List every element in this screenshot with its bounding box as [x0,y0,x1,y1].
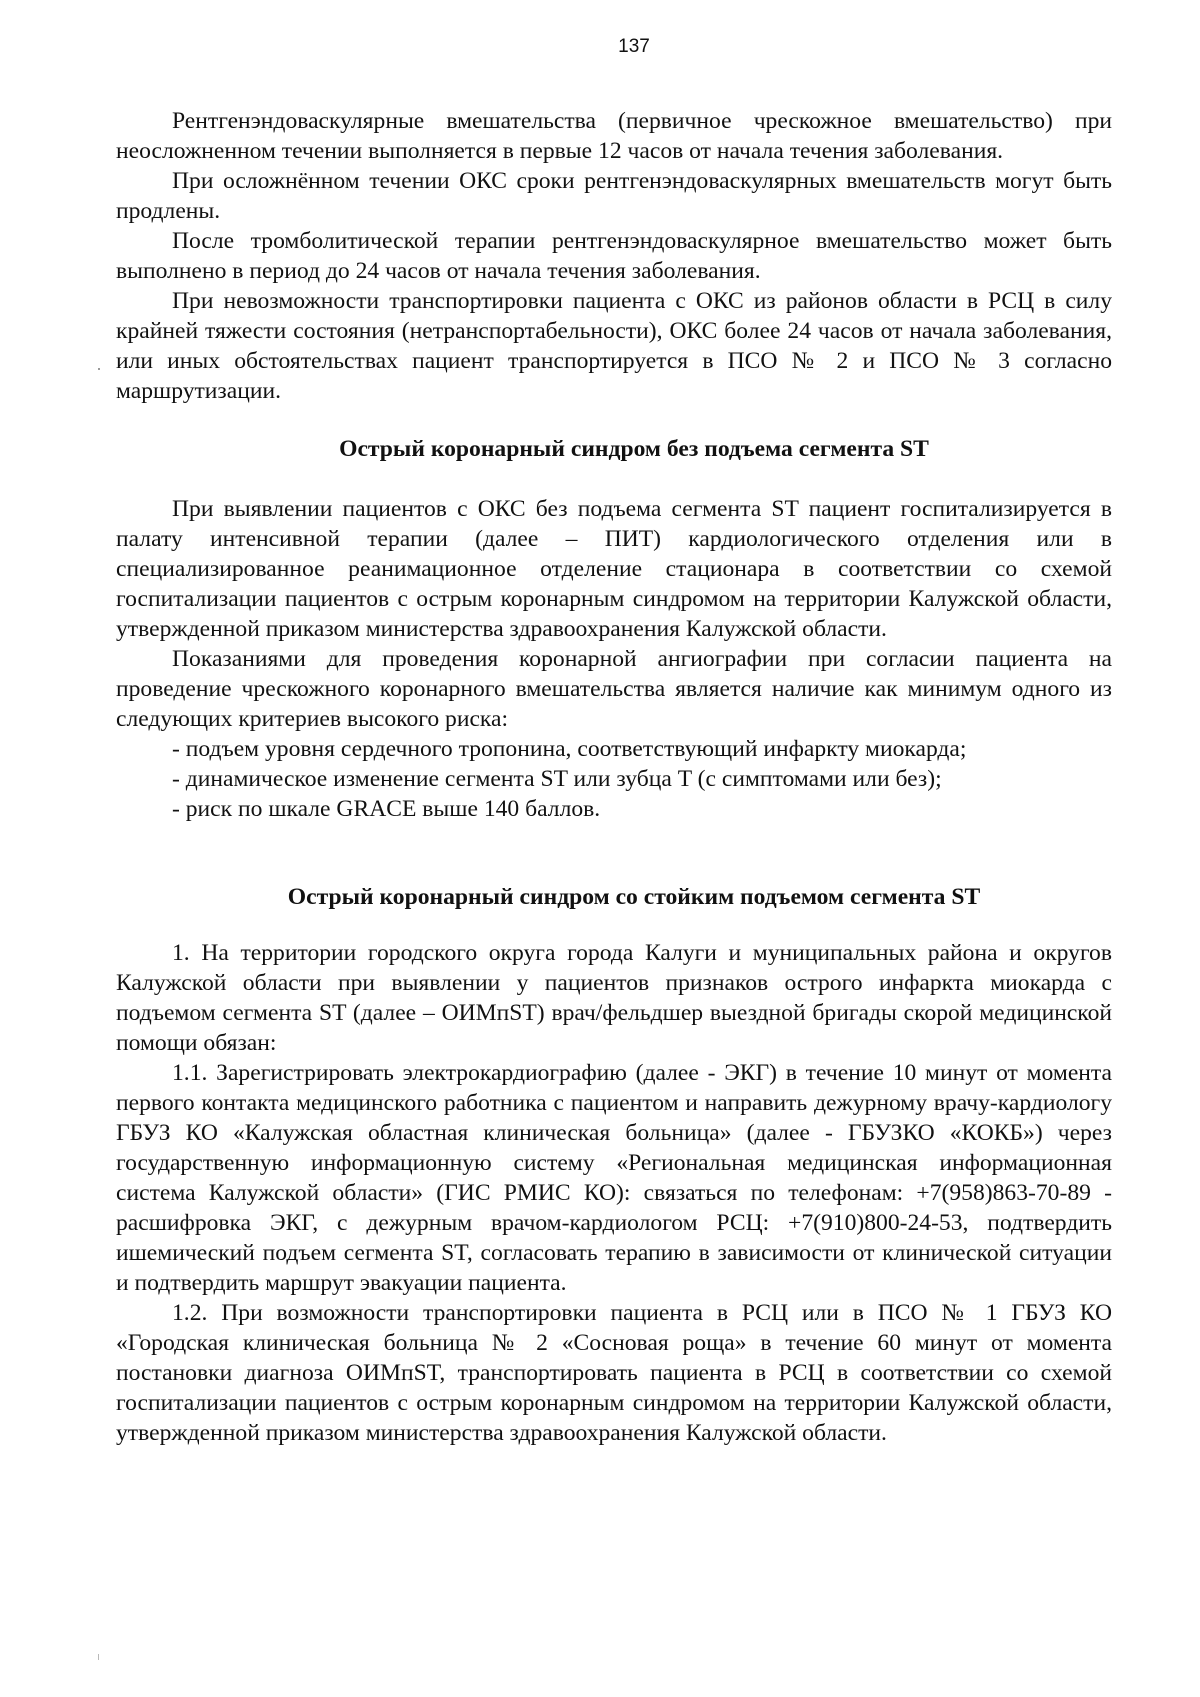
scan-speck [98,1654,99,1660]
intro-paragraph: При осложнённом течении ОКС сроки рентгенэндоваскулярных вмешательств могут быть продлены. [116,168,1112,224]
scan-speck [98,368,100,370]
criteria-item: - подъем уровня сердечного тропонина, соответствующий инфаркту миокарда; [172,736,967,762]
stemi-section [116,882,1112,1448]
intro-paragraph: После тромболитической терапии рентгенэндоваскулярное вмешательство может быть выполнено в период до 24 часов от начала течения заболевания. [116,228,1112,284]
nstemi-heading: Острый коронарный синдром без подъема сегмента ST [339,436,929,462]
intro-paragraph: Рентгенэндоваскулярные вмешательства (первичное чрескожное вмешательство) при неосложненном течении выполняется в первые 12 часов от начала течения заболевания. [116,108,1112,164]
nstemi-paragraph: При выявлении пациентов с ОКС без подъема сегмента ST пациент госпитализируется в палату интенсивной терапии (далее – ПИТ) кардиологического отделения или в специализированное реанимационное отделение стационара в соответствии со схемой госпитализации пациентов с острым коронарным синдромом на территории Калужской области, утвержденной приказом министерства здравоохранения Калужской области. [116,496,1112,642]
page-number: 137 [618,36,650,57]
intro-paragraph: При невозможности транспортировки пациента с ОКС из районов области в РСЦ в силу крайней тяжести состояния (нетранспортабельности), ОКС более 24 часов от начала заболевания, или иных обстоятельствах пациент транспортируется в ПСО № 2 и ПСО № 3 согласно маршрутизации. [116,288,1112,404]
stemi-heading: Острый коронарный синдром со стойким подъемом сегмента ST [287,884,981,910]
stemi-paragraph: 1.2. При возможности транспортировки пациента в РСЦ или в ПСО № 1 ГБУЗ КО «Городская клиническая больница № 2 «Сосновая роща» в течение 60 минут от момента постановки диагноза ОИМпST, транспортировать пациента в РСЦ в соответствии со схемой госпитализации пациентов с острым коронарным синдромом на территории Калужской области, утвержденной приказом министерства здравоохранения Калужской области. [116,1300,1112,1446]
nstemi-section [116,434,1112,824]
criteria-item: - риск по шкале GRACE выше 140 баллов. [172,796,601,822]
intro-section [116,106,1112,406]
nstemi-paragraph: Показаниями для проведения коронарной ангиографии при согласии пациента на проведение чрескожного коронарного вмешательства является наличие как минимум одного из следующих критериев высокого риска: [116,646,1112,732]
stemi-paragraph: 1. На территории городского округа города Калуги и муниципальных района и округов Калужской области при выявлении у пациентов признаков острого инфаркта миокарда с подъемом сегмента ST (далее – ОИМпST) врач/фельдшер выездной бригады скорой медицинской помощи обязан: [116,940,1112,1056]
stemi-paragraph: 1.1. Зарегистрировать электрокардиографию (далее - ЭКГ) в течение 10 минут от момента первого контакта медицинского работника с пациентом и направить дежурному врачу-кардиологу ГБУЗ КО «Калужская областная клиническая больница» (далее - ГБУЗКО «КОКБ») через государственную информационную систему «Региональная медицинская информационная система Калужской области» (ГИС РМИС КО): связаться по телефонам: +7(958)863-70-89 - расшифровка ЭКГ, с дежурным врачом-кардиологом РСЦ: +7(910)800-24-53, подтвердить ишемический подъем сегмента ST, согласовать терапию в зависимости от клинической ситуации и подтвердить маршрут эвакуации пациента. [116,1060,1112,1296]
criteria-item: - динамическое изменение сегмента ST или зубца T (с симптомами или без); [172,766,942,792]
